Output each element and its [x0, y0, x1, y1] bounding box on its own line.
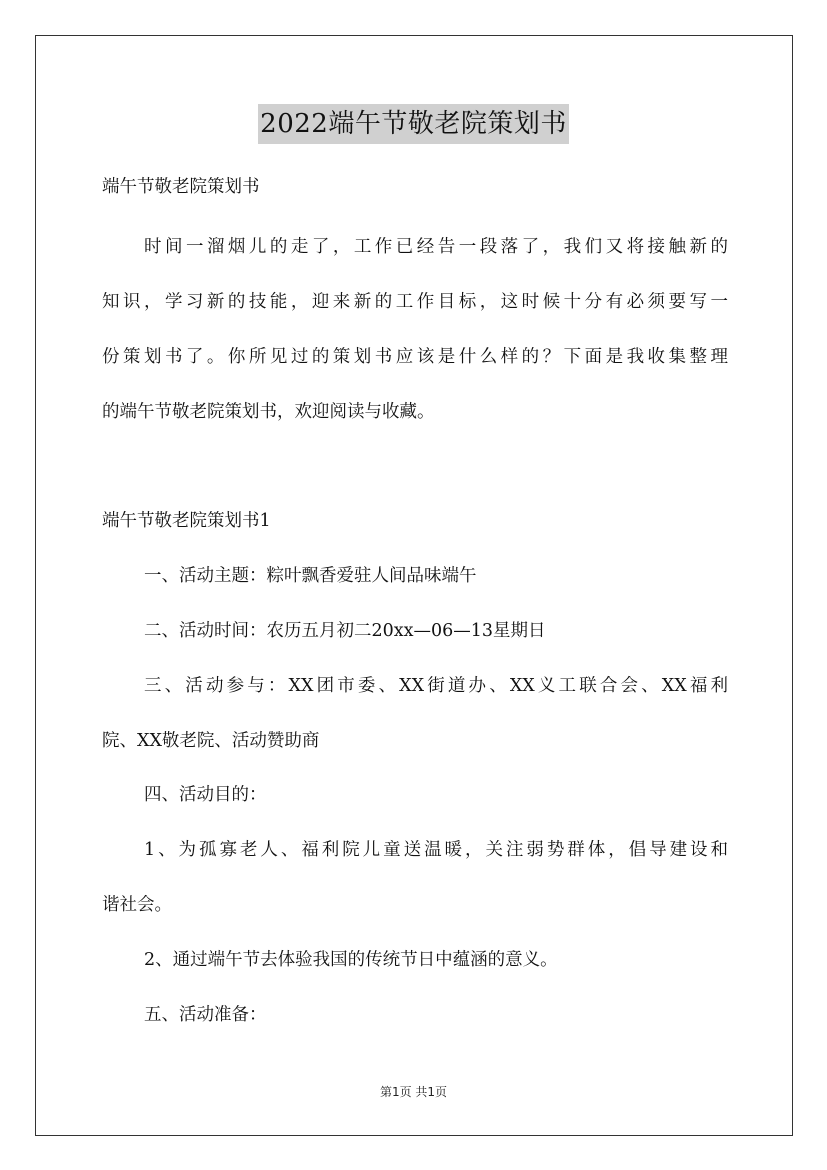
paragraph-line: 五、活动准备： [144, 1005, 267, 1025]
paragraph-line: 谐社会。 [102, 895, 172, 915]
paragraph-line: 知识，学习新的技能，迎来新的工作目标，这时候十分有必须要写一 [102, 292, 728, 312]
paragraph-line: 2、通过端午节去体验我国的传统节日中蕴涵的意义。 [144, 950, 558, 970]
paragraph-line: 时间一溜烟儿的走了，工作已经告一段落了，我们又将接触新的 [144, 237, 728, 257]
paragraph-line: 二、活动时间：农历五月初二20xx—06—13星期日 [144, 621, 546, 641]
section-heading: 端午节敬老院策划书1 [102, 511, 271, 531]
page-footer: 第1页 共1页 [379, 1085, 448, 1099]
paragraph-line: 一、活动主题：粽叶飘香爱驻人间品味端午 [144, 566, 477, 586]
title-container [0, 104, 827, 144]
paragraph-line: 的端午节敬老院策划书，欢迎阅读与收藏。 [102, 402, 435, 422]
paragraph-line: 1、为孤寡老人、福利院儿童送温暖，关注弱势群体，倡导建设和 [144, 840, 728, 860]
paragraph-line: 三、活动参与：XX团市委、XX街道办、XX义工联合会、XX福利 [144, 676, 728, 696]
paragraph-line: 份策划书了。你所见过的策划书应该是什么样的？下面是我收集整理 [102, 347, 728, 367]
document-title: 2022端午节敬老院策划书 [258, 104, 569, 144]
paragraph-line: 院、XX敬老院、活动赞助商 [102, 731, 320, 751]
subtitle-line: 端午节敬老院策划书 [102, 177, 260, 197]
paragraph-line: 四、活动目的： [144, 785, 267, 805]
